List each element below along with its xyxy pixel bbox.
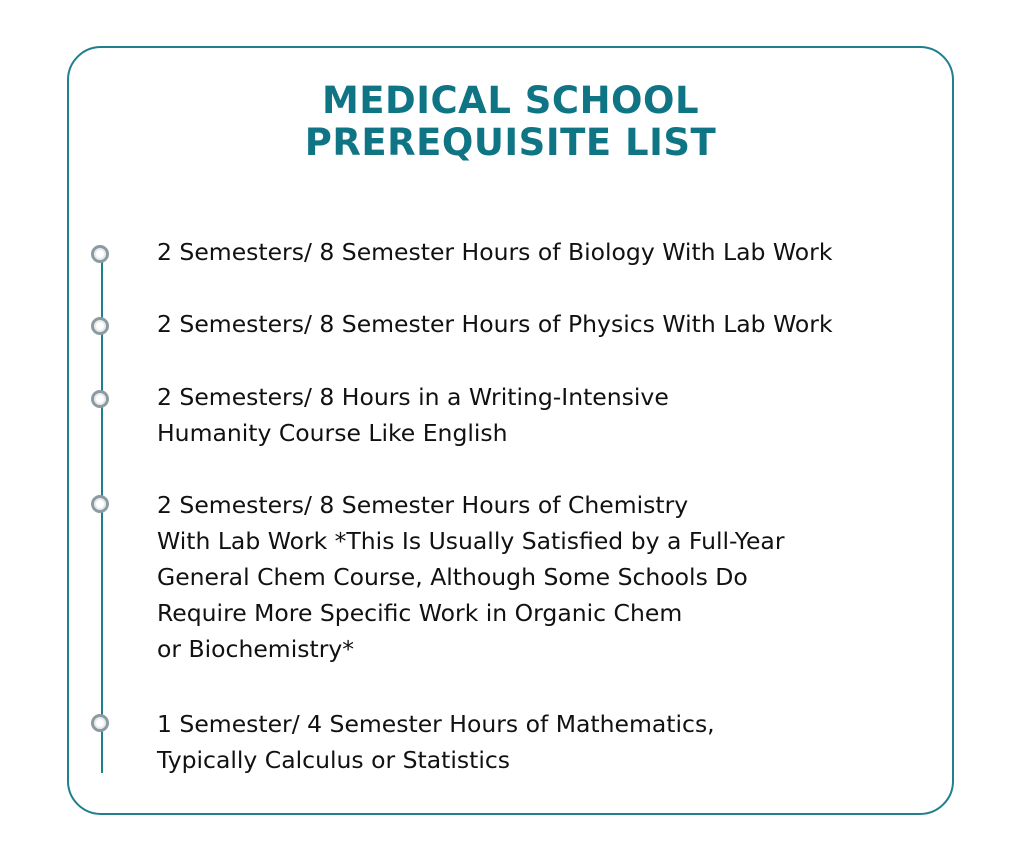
list-item-text	[157, 306, 917, 342]
list-item-line: With Lab Work *This Is Usually Satisfied by a Full-Year	[157, 527, 785, 555]
list-item-text	[157, 234, 917, 270]
prerequisite-card	[67, 46, 954, 815]
list-item-line: Humanity Course Like English	[157, 419, 508, 447]
list-item-line: 2 Semesters/ 8 Semester Hours of Physics With Lab Work	[157, 310, 833, 338]
list-item-line: Typically Calculus or Statistics	[157, 746, 511, 774]
page-title	[69, 80, 952, 164]
bullet-ring-icon	[91, 714, 109, 732]
bullet-ring-icon	[91, 245, 109, 263]
list-item-line: 2 Semesters/ 8 Semester Hours of Chemistry	[157, 491, 689, 519]
list-item-text	[157, 379, 917, 451]
list-item-text	[157, 706, 917, 778]
list-item-text	[157, 487, 917, 667]
list-item-line: General Chem Course, Although Some Schools Do	[157, 563, 748, 591]
list-item-line: 2 Semesters/ 8 Hours in a Writing-Intensive	[157, 383, 669, 411]
list-item-line: 1 Semester/ 4 Semester Hours of Mathematics,	[157, 710, 715, 738]
bullet-ring-icon	[91, 317, 109, 335]
list-item-line: or Biochemistry*	[157, 635, 355, 663]
title-line-2: PREREQUISITE LIST	[304, 121, 717, 164]
list-item-line: Require More Specific Work in Organic Chem	[157, 599, 683, 627]
bullet-ring-icon	[91, 495, 109, 513]
list-item-line: 2 Semesters/ 8 Semester Hours of Biology With Lab Work	[157, 238, 833, 266]
title-line-1: MEDICAL SCHOOL	[321, 79, 700, 122]
bullet-ring-icon	[91, 390, 109, 408]
